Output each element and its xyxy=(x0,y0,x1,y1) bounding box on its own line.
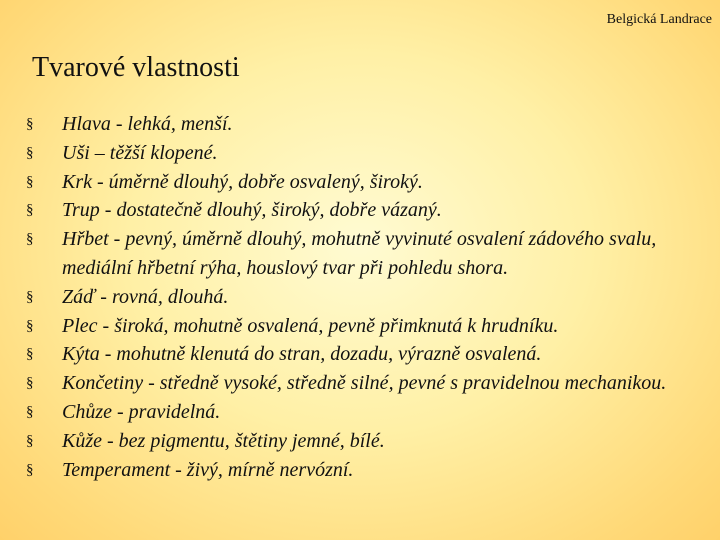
bullet-list xyxy=(26,110,718,484)
list-item-text: Chůze - pravidelná. xyxy=(62,400,221,423)
list-item xyxy=(26,398,718,427)
bullet-icon: § xyxy=(26,116,34,132)
list-item xyxy=(26,168,718,197)
bullet-icon: § xyxy=(26,144,34,161)
bullet-icon: § xyxy=(26,288,34,305)
bullet-icon: § xyxy=(26,375,34,392)
list-item-text: Krk - úměrně dlouhý, dobře osvalený, široký. xyxy=(62,170,423,193)
list-item-text: Uši – těžší klopené. xyxy=(62,141,218,164)
slide-title: Tvarové vlastnosti xyxy=(32,52,240,83)
list-item xyxy=(26,110,718,139)
list-item xyxy=(26,312,718,341)
list-item-text: Končetiny - středně vysoké, středně silné, pevné s pravidelnou mechanikou. xyxy=(62,372,667,395)
list-item xyxy=(26,283,718,312)
list-item-text: Temperament - živý, mírně nervózní. xyxy=(62,458,354,481)
bullet-icon: § xyxy=(26,403,34,420)
list-item xyxy=(26,369,718,398)
list-item xyxy=(26,139,718,168)
bullet-icon: § xyxy=(26,173,34,190)
list-item-text: Plec - široká, mohutně osvalená, pevně přimknutá k hrudníku. xyxy=(62,314,559,337)
list-item-text: Kůže - bez pigmentu, štětiny jemné, bílé. xyxy=(62,429,385,452)
list-item-text: Záď - rovná, dlouhá. xyxy=(62,285,229,308)
list-item-text: Kýta - mohutně klenutá do stran, dozadu, výrazně osvalená. xyxy=(62,343,542,366)
list-item xyxy=(26,196,718,225)
bullet-icon: § xyxy=(26,317,34,334)
list-item xyxy=(26,427,718,456)
list-item-text: Trup - dostatečně dlouhý, široký, dobře vázaný. xyxy=(62,199,442,222)
bullet-icon: § xyxy=(26,231,34,248)
slide-header: Belgická Landrace xyxy=(606,12,712,27)
list-item xyxy=(26,225,718,283)
list-item xyxy=(26,340,718,369)
bullet-icon: § xyxy=(26,461,34,478)
bullet-icon: § xyxy=(26,202,34,219)
list-item-text: Hřbet - pevný, úměrně dlouhý, mohutně vyvinuté osvalení zádového svalu, mediální hřbetní rýha, houslový tvar při pohledu shora. xyxy=(62,228,657,279)
list-item-text: Hlava - lehká, menší. xyxy=(62,113,233,135)
bullet-icon: § xyxy=(26,346,34,363)
list-item xyxy=(26,456,718,485)
bullet-icon: § xyxy=(26,432,34,449)
